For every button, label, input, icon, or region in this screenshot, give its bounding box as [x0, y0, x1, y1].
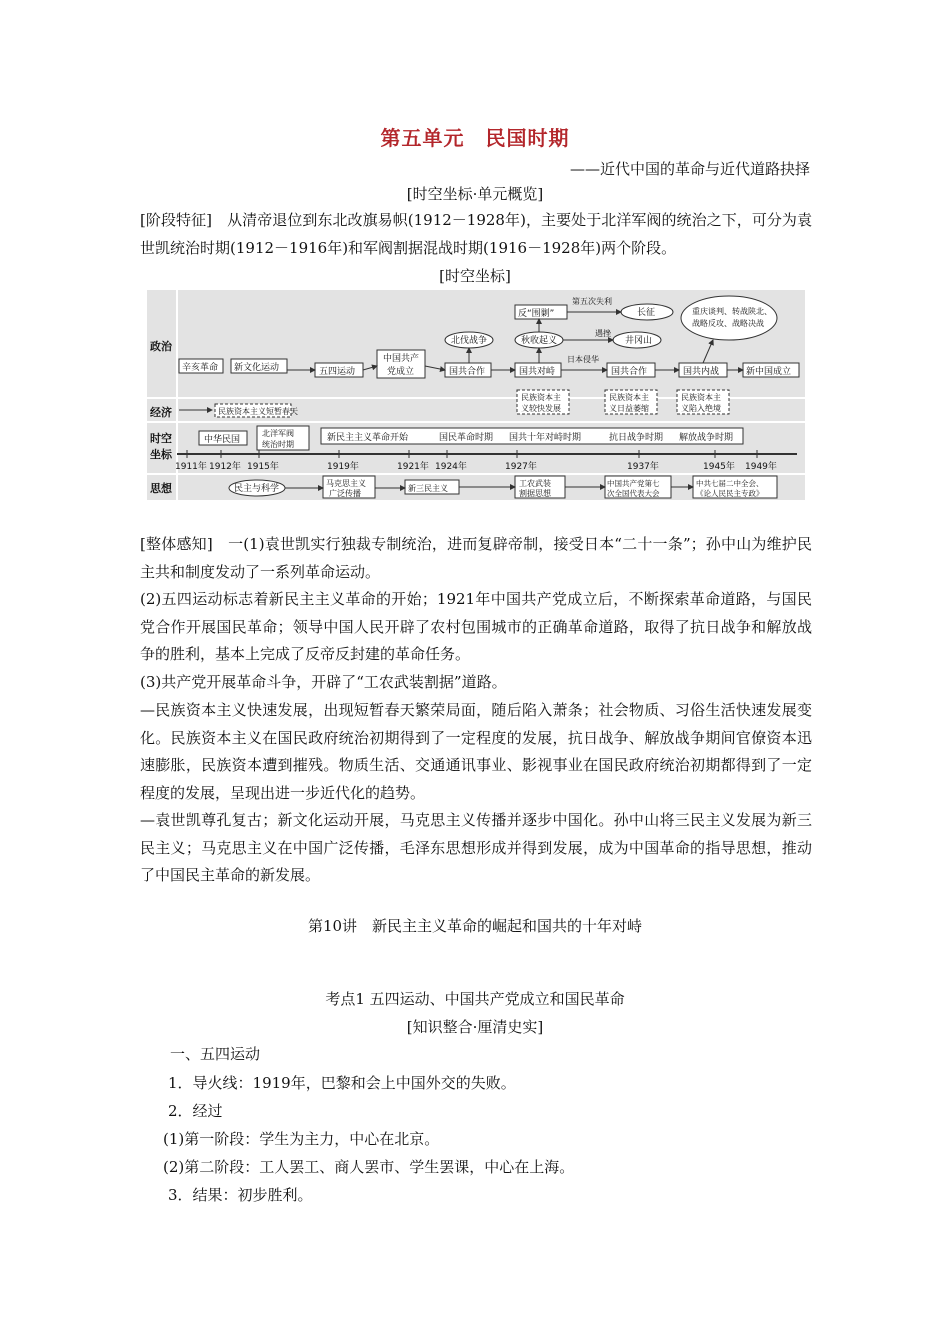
year-label: 1927年: [505, 462, 537, 472]
overview-p2: (2)五四运动标志着新民主主义革命的开始；1921年中国共产党成立后，不断探索革命道路，与国民党合作开展国民革命；领导中国人民开辟了农村包围城市的正确革命道路，取得了抗日战争和解放战争的胜利，基本上完成了反帝反封建的革命任务。: [140, 590, 812, 663]
list-item: 一、五四运动: [170, 1045, 261, 1063]
thought-marx-2: 广泛传播: [329, 489, 361, 498]
node-ccp-2: 党成立: [387, 367, 415, 377]
timeline-diagram: [147, 290, 805, 500]
section-heading: [时空坐标·单元概览]: [406, 185, 544, 203]
node-autumn: 秋收起义: [521, 336, 558, 346]
period-national-rev: 国民革命时期: [439, 433, 494, 443]
node-prc: 新中国成立: [746, 367, 792, 377]
node-japan: 日本侵华: [567, 355, 599, 364]
node-civilwar: 国共内战: [683, 367, 720, 377]
period-roc: 中华民国: [204, 435, 241, 445]
row-economy: 经济: [150, 406, 172, 419]
thought-armed: 工农武装: [519, 479, 551, 488]
lecture-tag: [知识整合·厘清史实]: [406, 1018, 544, 1036]
node-may4: 五四运动: [319, 367, 356, 377]
year-label: 1949年: [745, 462, 777, 472]
lecture-title: 第10讲 新民主主义革命的崛起和国共的十年对峙: [307, 917, 643, 935]
lecture-point: 考点1 五四运动、中国共产党成立和国民革命: [325, 990, 625, 1008]
node-longmarch: 长征: [637, 308, 656, 318]
overview-p5: —袁世凯尊孔复古；新文化运动开展，马克思主义传播并逐步中国化。孙中山将三民主义发展为新三民主义；马克思主义在中国广泛传播，毛泽东思想形成并得到发展，成为中国革命的指导思想，推动了中国民主革命的新发展。: [140, 811, 812, 884]
stage-feature: [140, 207, 812, 262]
econ-fast: 民族资本主: [521, 393, 561, 402]
list-item: 2．经过: [168, 1102, 223, 1120]
econ-despair-2: 义陷入绝境: [681, 404, 721, 413]
thought-armed-2: 割据思想: [519, 489, 551, 498]
node-coop1: 国共合作: [449, 367, 486, 377]
thought-seventh-2: 次全国代表大会: [607, 489, 660, 498]
year-label: 1945年: [703, 462, 735, 472]
node-jinggang: 井冈山: [625, 336, 653, 346]
period-nd-start: 新民主主义革命开始: [327, 433, 409, 443]
thought-plenary-2: 《论人民民主专政》: [696, 489, 764, 498]
node-ccp: 中国共产: [383, 354, 420, 364]
year-label: 1924年: [435, 462, 467, 472]
year-label: 1911年: [175, 462, 207, 472]
econ-fast-2: 义较快发展: [521, 404, 561, 413]
period-ten-years: 国共十年对峙时期: [509, 433, 582, 443]
year-label: 1937年: [627, 462, 659, 472]
overview-p4: —民族资本主义快速发展，出现短暂春天繁荣局面，随后陷入萧条；社会物质、习俗生活快速发展变化。民族资本主义在国民政府统治初期得到了一定程度的发展，抗日战争、解放战争期间官僚资本迅速膨胀，民族资本遭到摧残。物质生活、交通通讯事业、影视事业在国民政府统治初期都得到了一定程度的发展，呈现出进一步近代化的趋势。: [140, 701, 812, 802]
overview-text-1: 一(1)袁世凯实行独裁专制统治，进而复辟帝制，接受日本“二十一条”；孙中山为维护民主共和制度发动了一系列革命运动。: [140, 535, 812, 581]
node-northern: 北伐战争: [451, 336, 488, 346]
econ-spring: 民族资本主义短暂春天: [218, 407, 298, 416]
node-chongqing: 重庆谈判、转战陕北、: [692, 307, 772, 316]
thought-seventh: 中国共产党第七: [607, 479, 660, 488]
year-label: 1915年: [247, 462, 279, 472]
node-opposition: 国共对峙: [519, 367, 556, 377]
node-xinhai: 辛亥革命: [182, 363, 219, 373]
thought-plenary: 中共七届二中全会、: [696, 479, 764, 488]
list-item: 3．结果：初步胜利。: [168, 1186, 313, 1204]
stage-text: 从清帝退位到东北改旗易帜(1912－1928年)，主要处于北洋军阀的统治之下，可分为袁世凯统治时期(1912－1916年)和军阀割据混战时期(1916－1928年)两个阶段。: [140, 211, 812, 257]
node-newculture: 新文化运动: [234, 363, 280, 373]
thought-marx: 马克思主义: [326, 479, 366, 488]
list-item: (2)第二阶段：工人罢工、商人罢市、学生罢课，中心在上海。: [163, 1158, 575, 1176]
stage-tag: [阶段特征]: [140, 211, 212, 229]
period-beiyang-2: 统治时期: [262, 440, 294, 449]
unit-title: 第五单元 民国时期: [380, 126, 570, 150]
econ-shrink-2: 义日益萎缩: [609, 404, 649, 413]
econ-despair: 民族资本主: [681, 393, 721, 402]
unit-subtitle: ——近代中国的革命与近代道路抉择: [569, 160, 810, 178]
overview-p3: (3)共产党开展革命斗争，开辟了“工农武装割据”道路。: [140, 673, 507, 691]
timeline-svg: [147, 290, 805, 500]
year-label: 1912年: [209, 462, 241, 472]
node-fifth-fail: 第五次失利: [572, 297, 612, 306]
overview-tag: [整体感知]: [140, 535, 213, 553]
period-anti-japan: 抗日战争时期: [609, 433, 664, 443]
econ-shrink: 民族资本主: [609, 393, 649, 402]
node-coop2: 国共合作: [611, 367, 648, 377]
list-item: (1)第一阶段：学生为主力，中心在北京。: [163, 1130, 440, 1148]
list-item: 1．导火线：1919年，巴黎和会上中国外交的失败。: [168, 1074, 516, 1092]
node-setback: 遇挫: [595, 329, 611, 338]
diagram-heading: [时空坐标]: [439, 267, 511, 285]
period-liberation: 解放战争时期: [679, 433, 734, 443]
node-chongqing-2: 战略反攻、战略决战: [692, 319, 764, 328]
row-politics: 政治: [150, 340, 172, 353]
node-anti-encircle: 反“围剿”: [518, 309, 555, 319]
period-beiyang: 北洋军阀: [262, 429, 294, 438]
row-thought: 思想: [150, 482, 172, 495]
overview-p1: [140, 531, 812, 586]
row-timeline: 时空: [150, 432, 172, 445]
thought-new3: 新三民主义: [408, 484, 448, 493]
thought-demo: 民主与科学: [234, 484, 280, 494]
year-label: 1919年: [327, 462, 359, 472]
row-timeline-2: 坐标: [150, 448, 172, 461]
year-label: 1921年: [397, 462, 429, 472]
